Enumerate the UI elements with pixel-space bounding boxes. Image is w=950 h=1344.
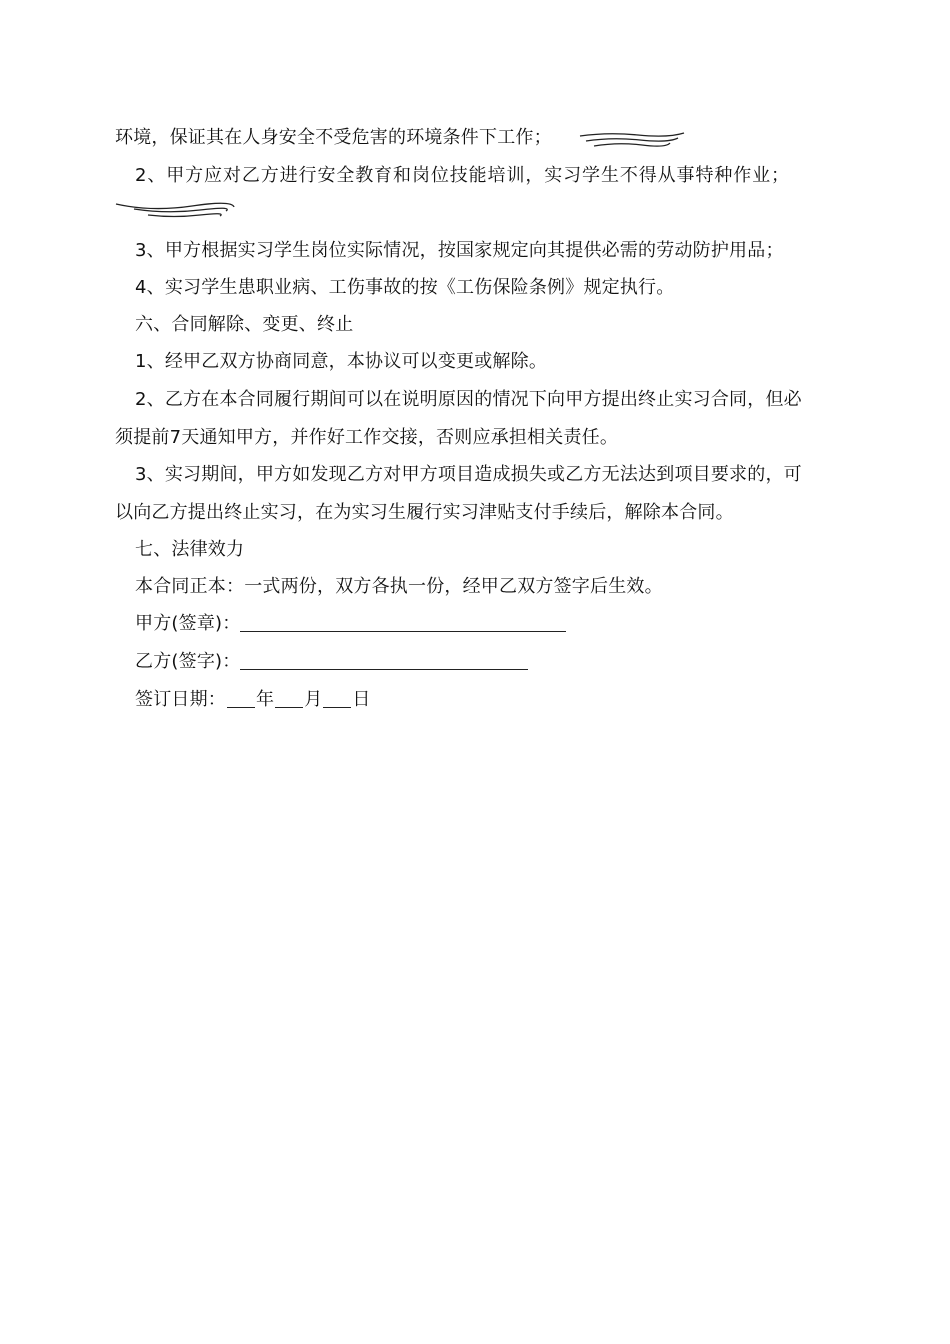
party-b-signature-line [240, 651, 528, 670]
party-a-signature-row [135, 612, 566, 636]
party-a-signature-line [240, 613, 566, 632]
text-line-4: 4、实习学生患职业病、工伤事故的按《工伤保险条例》规定执行。 [135, 277, 675, 298]
year-label: 年 [256, 689, 275, 710]
wavy-underline-mark [112, 198, 237, 222]
signing-date-label: 签订日期： [135, 689, 226, 710]
year-blank [227, 689, 255, 708]
month-label: 月 [304, 689, 323, 710]
text-line-5: 1、经甲乙双方协商同意，本协议可以变更或解除。 [135, 351, 548, 372]
text-line-6: 2、乙方在本合同履行期间可以在说明原因的情况下向甲方提出终止实习合同，但必 [135, 389, 802, 410]
section-heading-6: 六、合同解除、变更、终止 [135, 314, 354, 335]
day-label: 日 [352, 689, 371, 710]
wavy-underline-mark [578, 130, 693, 152]
party-b-signature-row [135, 650, 528, 674]
text-line-2: 2、甲方应对乙方进行安全教育和岗位技能培训，实习学生不得从事特种作业； [135, 165, 790, 186]
text-line-10: 本合同正本：一式两份，双方各执一份，经甲乙双方签字后生效。 [135, 576, 663, 597]
signing-date-row [135, 688, 371, 712]
text-line-9: 以向乙方提出终止实习，在为实习生履行实习津贴支付手续后，解除本合同。 [115, 502, 734, 523]
section-heading-7: 七、法律效力 [135, 539, 245, 560]
party-b-label: 乙方(签字)： [135, 651, 241, 672]
text-line-3: 3、甲方根据实习学生岗位实际情况，按国家规定向其提供必需的劳动防护用品； [135, 240, 784, 261]
day-blank [323, 689, 351, 708]
text-line-7: 须提前7天通知甲方，并作好工作交接，否则应承担相关责任。 [115, 427, 619, 448]
party-a-label: 甲方(签章)： [135, 613, 241, 634]
text-line-1: 环境，保证其在人身安全不受危害的环境条件下工作； [115, 127, 552, 148]
text-line-8: 3、实习期间，甲方如发现乙方对甲方项目造成损失或乙方无法达到项目要求的，可 [135, 464, 802, 485]
month-blank [275, 689, 303, 708]
